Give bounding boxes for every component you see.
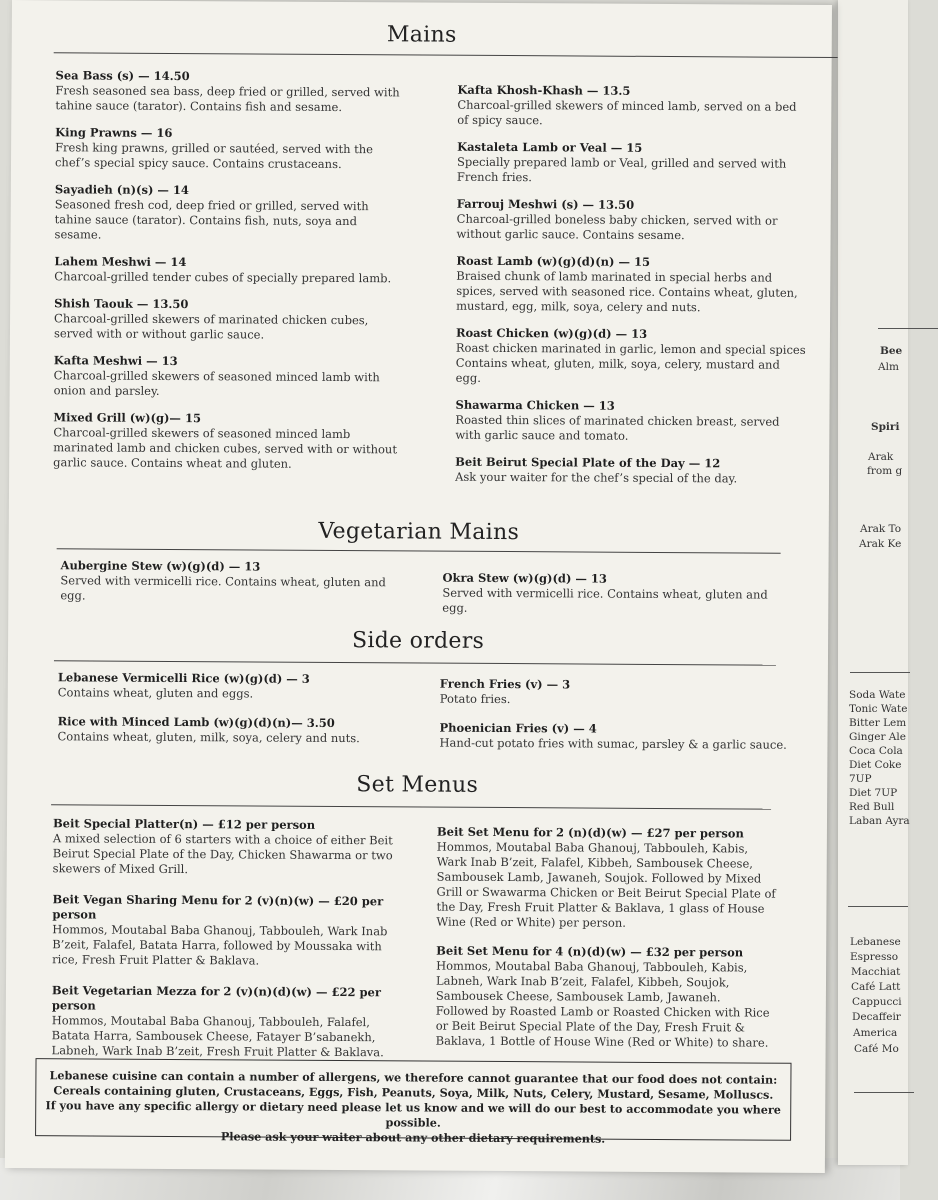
menu-item	[54, 254, 404, 286]
menu-item	[55, 68, 405, 115]
item-description: Hand-cut potato fries with sumac, parsley & a garlic sauce.	[439, 735, 787, 752]
hot-drink-item: Espresso	[850, 951, 899, 963]
item-name: Beit Set Menu for 4 (n)(d)(w) — £32 per person	[436, 943, 744, 960]
item-name: Beit Vegan Sharing Menu for 2 (v)(n)(w) — £20 per person	[52, 892, 384, 922]
soft-drink-item: Coca Cola	[849, 745, 903, 757]
menu-item	[457, 140, 809, 187]
item-name: French Fries (v) — 3	[439, 676, 571, 692]
item-description: Charcoal-grilled skewers of minced lamb, served on a bed of spicy sauce.	[457, 97, 797, 128]
item-name: Sayadieh (n)(s) — 14	[54, 182, 189, 198]
section-title-mains: Mains	[386, 22, 457, 48]
vegetarian-left-column	[60, 558, 410, 617]
menu-item	[54, 296, 404, 343]
item-description: Served with vermicelli rice. Contains wheat, gluten and egg.	[442, 585, 768, 615]
item-name: Aubergine Stew (w)(g)(d) — 13	[60, 558, 261, 574]
next-page-fragment: Bee	[880, 345, 903, 357]
hot-drink-item: Cappucci	[852, 996, 902, 1008]
menu-item	[60, 558, 410, 605]
soft-drink-item: Tonic Wate	[849, 703, 908, 715]
item-name: Roast Lamb (w)(g)(d)(n) — 15	[456, 253, 651, 269]
menu-item	[439, 721, 791, 753]
menu-item	[442, 571, 794, 618]
divider	[54, 660, 776, 665]
item-name: Sea Bass (s) — 14.50	[55, 68, 190, 84]
item-description: Charcoal-grilled tender cubes of specially prepared lamb.	[54, 269, 392, 286]
menu-item	[455, 398, 807, 445]
divider	[51, 804, 771, 809]
item-description: Roast chicken marinated in garlic, lemon and special spices Contains wheat, gluten, milk, soya, celery, mustard and egg.	[455, 340, 806, 385]
item-description: Hommos, Moutabal Baba Ghanouj, Tabbouleh, Kabis, Wark Inab B’zeit, Falafel, Kibbeh, Sambousek Cheese, Sambousek Lamb, Jawaneh, Soujok. Followed by Mixed Grill or Swawarma Chicken or Beit Beirut Special Plate of the Day, Fresh Fruit Platter & Baklava, 1 glass of House Wine (Red or White) per person.	[436, 839, 776, 930]
next-page-fragment: Arak	[868, 451, 894, 463]
item-name: Roast Chicken (w)(g)(d) — 13	[455, 325, 648, 341]
item-name: Phoenician Fries (v) — 4	[439, 720, 597, 736]
menu-item	[440, 677, 792, 709]
soft-drink-item: Diet 7UP	[849, 787, 898, 799]
vegetarian-right-column	[442, 571, 794, 630]
item-name: Lahem Meshwi — 14	[54, 254, 187, 270]
menu-item	[55, 125, 405, 172]
menu-item	[54, 353, 404, 400]
allergy-notice-line: Please ask your waiter about any other dietary requirements.	[220, 1129, 606, 1146]
item-description: Potato fries.	[439, 691, 511, 707]
item-description: Charcoal-grilled skewers of marinated chicken cubes, served with or without garlic sauce.	[53, 311, 369, 342]
menu-item	[55, 182, 405, 244]
item-description: Fresh king prawns, grilled or sautéed, served with the chef’s special spicy sauce. Contains crustaceans.	[54, 140, 374, 172]
item-name: Kafta Khosh-Khash — 13.5	[457, 82, 631, 98]
item-description: Charcoal-grilled skewers of seasoned minced lamb marinated lamb and chicken cubes, served with or without garlic sauce. Contains wheat and gluten.	[53, 425, 398, 471]
item-name: King Prawns — 16	[55, 125, 173, 140]
divider	[854, 1092, 914, 1093]
section-title-set-menus: Set Menus	[356, 772, 479, 798]
item-description: Hommos, Moutabal Baba Ghanouj, Tabbouleh, Kabis, Labneh, Wark Inab B’zeit, Falafel, Kibbeh, Soujok, Sambousek Cheese, Sambousek Lamb, Jawaneh. Followed by Roasted Lamb or Roasted Chicken with Rice or Beit Beirut Special Plate of the Day, Fresh Fruit & Baklava, 1 Bottle of House Wine (Red or White) to share.	[435, 958, 770, 1050]
menu-item	[457, 83, 809, 130]
divider	[54, 52, 838, 58]
soft-drink-item: Red Bull	[849, 801, 895, 813]
soft-drink-item: Bitter Lem	[849, 717, 907, 729]
item-description: Ask your waiter for the chef’s special of the day.	[455, 469, 738, 486]
item-name: Beit Beirut Special Plate of the Day — 12	[455, 454, 721, 471]
item-description: Specially prepared lamb or Veal, grilled and served with French fries.	[456, 154, 787, 185]
hot-drink-item: Lebanese	[850, 936, 901, 948]
menu-item	[53, 410, 403, 472]
menu-item	[436, 944, 777, 1051]
item-description: Braised chunk of lamb marinated in special herbs and spices, served with seasoned rice. Contains wheat, gluten, mustard, egg, milk, soya, celery and nuts.	[456, 268, 798, 315]
item-name: Mixed Grill (w)(g)— 15	[53, 410, 202, 426]
divider	[878, 328, 938, 329]
hot-drink-item: America	[853, 1027, 898, 1039]
menu-item	[53, 816, 393, 878]
item-name: Kafta Meshwi — 13	[53, 353, 178, 369]
item-description: Contains wheat, gluten and eggs.	[57, 685, 254, 701]
item-name: Shish Taouk — 13.50	[54, 296, 189, 312]
menu-item	[436, 825, 777, 932]
item-description: Hommos, Moutabal Baba Ghanouj, Tabbouleh, Falafel, Batata Harra, Sambousek Cheese, Fatayer B’sabanekh, Labneh, Wark Inab B’zeit, Fresh Fruit Platter & Baklava.	[51, 1013, 384, 1060]
hot-drink-item: Café Latt	[851, 981, 901, 993]
item-name: Beit Special Platter(n) — £12 per person	[52, 816, 316, 832]
item-description: Charcoal-grilled boneless baby chicken, served with or without garlic sauce. Contains sesame.	[456, 211, 778, 243]
divider	[848, 906, 908, 907]
sides-left-column	[57, 670, 408, 758]
menu-item	[57, 714, 407, 746]
item-description: Charcoal-grilled skewers of seasoned minced lamb with onion and parsley.	[53, 368, 380, 398]
menu-item	[456, 254, 808, 316]
item-description: Contains wheat, gluten, milk, soya, celery and nuts.	[57, 729, 360, 746]
item-description: Hommos, Moutabal Baba Ghanouj, Tabbouleh, Wark Inab B’zeit, Falafel, Batata Harra, followed by Moussaka with rice, Fresh Fruit Platter & Baklava.	[52, 922, 388, 968]
section-title-vegetarian-mains: Vegetarian Mains	[318, 518, 520, 546]
allergy-notice	[35, 1058, 791, 1146]
item-name: Lebanese Vermicelli Rice (w)(g)(d) — 3	[57, 670, 310, 686]
set-menus-right-column	[436, 825, 777, 1063]
set-menus-left-column	[51, 816, 393, 1072]
mains-right-column	[455, 83, 810, 499]
item-description: A mixed selection of 6 starters with a choice of either Beit Beirut Special Plate of the Day, Chicken Shawarma or two skewers of Mixed Grill.	[52, 831, 393, 877]
hot-drink-item: Decaffeir	[852, 1011, 901, 1023]
item-description: Served with vermicelli rice. Contains wheat, gluten and egg.	[60, 573, 386, 603]
item-name: Kastaleta Lamb or Veal — 15	[457, 139, 643, 155]
menu-page	[5, 0, 832, 1173]
menu-item	[457, 197, 809, 244]
item-description: Roasted thin slices of marinated chicken breast, served with garlic sauce and tomato.	[455, 412, 780, 443]
item-name: Shawarma Chicken — 13	[455, 397, 615, 413]
soft-drink-item: 7UP	[849, 773, 872, 785]
mains-left-column	[53, 68, 406, 484]
next-page-fragment: Alm	[878, 361, 899, 373]
item-name: Rice with Minced Lamb (w)(g)(d)(n)— 3.50	[57, 714, 335, 730]
item-name: Beit Set Menu for 2 (n)(d)(w) — £27 per person	[436, 824, 744, 841]
menu-item	[456, 326, 808, 388]
next-page-fragment: Arak Ke	[859, 538, 902, 550]
soft-drink-item: Soda Wate	[849, 689, 906, 701]
item-name: Beit Vegetarian Mezza for 2 (v)(n)(d)(w) — £22 per person	[51, 983, 381, 1013]
soft-drink-item: Diet Coke	[849, 759, 902, 771]
section-title-side-orders: Side orders	[351, 628, 485, 654]
item-description: Seasoned fresh cod, deep fried or grilled, served with tahine sauce (tarator). Contains fish, nuts, soya and sesame.	[54, 197, 369, 242]
soft-drink-item: Ginger Ale	[849, 731, 906, 743]
sides-right-column	[439, 677, 792, 765]
menu-item	[455, 455, 807, 487]
divider	[57, 548, 781, 553]
hot-drink-item: Café Mo	[854, 1043, 899, 1055]
next-page-fragment: from g	[867, 465, 903, 477]
divider	[850, 672, 910, 673]
item-description: Fresh seasoned sea bass, deep fried or grilled, served with tahine sauce (tarator). Contains fish and sesame.	[55, 83, 400, 115]
item-name: Farrouj Meshwi (s) — 13.50	[456, 196, 635, 212]
next-page-fragment: Spiri	[871, 421, 900, 433]
next-page-fragment: Arak To	[860, 523, 902, 535]
soft-drink-item: Laban Ayra	[849, 815, 910, 827]
next-menu-page	[838, 0, 908, 1165]
menu-item	[52, 983, 392, 1060]
allergy-notice-line: If you have any specific allergy or dietary need please let us know and we will do our best to accommodate you where possible.	[45, 1098, 781, 1130]
item-name: Okra Stew (w)(g)(d) — 13	[442, 570, 608, 586]
hot-drink-item: Macchiat	[851, 966, 901, 978]
menu-item	[52, 892, 392, 969]
allergy-notice-line: Cereals containing gluten, Crustaceans, Eggs, Fish, Peanuts, Soya, Milk, Nuts, Celery, Mustard, Sesame, Molluscs.	[53, 1083, 774, 1102]
menu-item	[58, 670, 408, 702]
allergy-notice-line: Lebanese cuisine can contain a number of allergens, we therefore cannot guarantee that our food does not contain:	[49, 1068, 778, 1087]
